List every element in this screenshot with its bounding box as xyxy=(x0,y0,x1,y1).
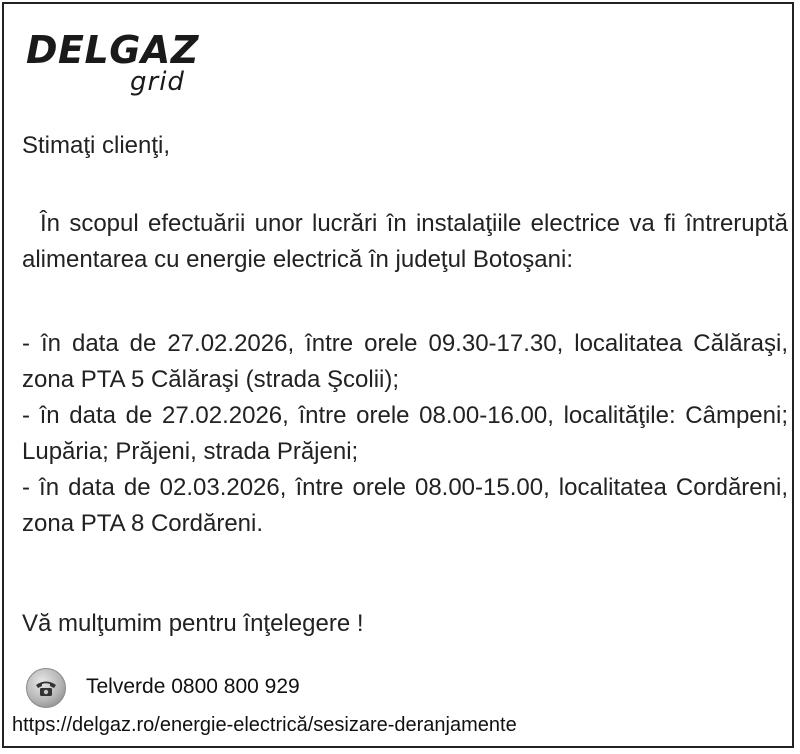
outage-list xyxy=(22,326,788,542)
phone-number: Telverde 0800 800 929 xyxy=(86,675,300,698)
outage-item: - în data de 02.03.2026, între orele 08.00-15.00, localitatea Cordăreni, zona PTA 8 Cordăreni. xyxy=(22,474,788,537)
outage-item: - în data de 27.02.2026, între orele 08.00-16.00, localităţile: Câmpeni; Lupăria; Prăjeni, strada Prăjeni; xyxy=(22,402,788,465)
outage-item: - în data de 27.02.2026, între orele 09.30-17.30, localitatea Călăraşi, zona PTA 5 Călăraşi (strada Şcolii); xyxy=(22,330,788,393)
logo-wordmark: DELGAZ xyxy=(26,28,199,72)
thanks-text: Vă mulţumim pentru înţelegere ! xyxy=(22,610,364,637)
logo-subtitle: grid xyxy=(130,67,185,97)
delgaz-grid-logo xyxy=(26,30,206,100)
greeting: Stimaţi clienţi, xyxy=(22,132,171,159)
phone-icon xyxy=(26,668,66,708)
notice-frame xyxy=(2,2,794,748)
phone-contact xyxy=(26,668,426,708)
url-link[interactable]: https://delgaz.ro/energie-electrică/sesizare-deranjamente xyxy=(12,714,517,736)
intro-text: În scopul efectuării unor lucrări în instalaţiile electrice va fi întreruptă alimentarea cu energie electrică în judeţul Botoşani: xyxy=(22,210,788,273)
intro-paragraph xyxy=(22,206,788,278)
